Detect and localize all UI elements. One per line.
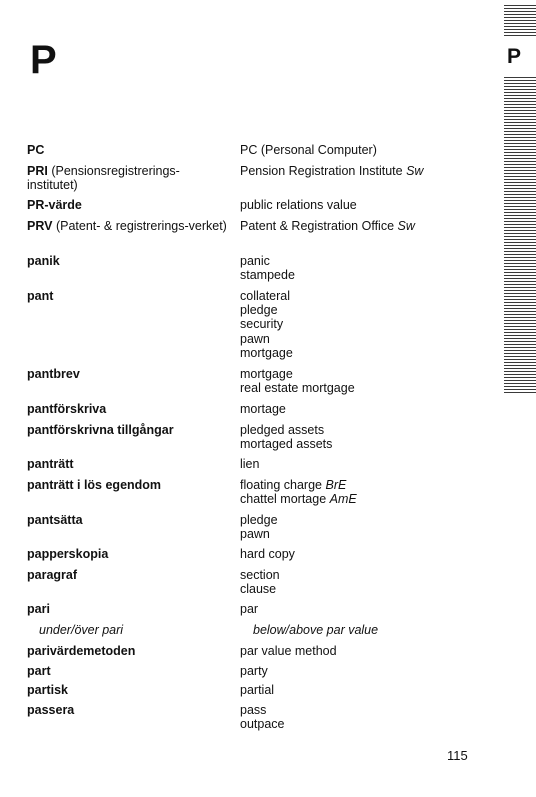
translation-line xyxy=(240,568,500,582)
swedish-term xyxy=(27,478,227,492)
translation-text: public relations value xyxy=(240,198,357,212)
translation-text: real estate mortgage xyxy=(240,381,355,396)
translation-line xyxy=(240,317,500,331)
term-headword: PR-värde xyxy=(27,198,82,212)
english-translations xyxy=(240,198,500,212)
swedish-term xyxy=(27,547,227,561)
translation-text: panic xyxy=(240,254,270,268)
translation-text: collateral xyxy=(240,289,291,303)
section-letter-heading: P xyxy=(30,38,57,82)
swedish-term xyxy=(27,457,227,471)
term-headword: pantsätta xyxy=(27,513,83,527)
term-headword: parivärdemetoden xyxy=(27,644,136,658)
term-headword: part xyxy=(27,664,51,678)
translation-line xyxy=(240,402,500,416)
swedish-term xyxy=(27,289,227,303)
translation-line xyxy=(240,303,500,317)
term-headword: panträtt xyxy=(27,457,74,471)
swedish-term xyxy=(27,402,227,416)
translation-line xyxy=(240,602,500,616)
translation-text: partial xyxy=(240,683,275,697)
translation-text: mortgage xyxy=(240,367,293,381)
english-translations xyxy=(240,602,500,616)
term-expansion: (Pensionsregistrerings-institutet) xyxy=(27,164,180,192)
translation-text: floating charge xyxy=(240,478,326,492)
term-headword: under/över pari xyxy=(39,623,124,637)
english-translations xyxy=(240,402,500,416)
english-translations xyxy=(240,644,500,658)
translation-text: pass xyxy=(240,703,267,717)
english-translations xyxy=(240,513,500,541)
translation-line xyxy=(240,703,500,717)
translation-text: outpace xyxy=(240,717,285,732)
translation-line xyxy=(240,164,500,178)
translation-text: PC (Personal Computer) xyxy=(240,143,377,157)
swedish-term xyxy=(27,143,227,157)
translation-text: section xyxy=(240,568,280,582)
english-translations xyxy=(240,367,500,395)
translation-text: chattel mortage xyxy=(240,492,330,507)
swedish-term xyxy=(27,703,227,717)
translation-line xyxy=(240,143,500,157)
swedish-term xyxy=(27,644,227,658)
english-translations xyxy=(240,457,500,471)
english-translations xyxy=(240,423,500,451)
swedish-term xyxy=(27,423,227,437)
term-headword: pari xyxy=(27,602,50,616)
swedish-term xyxy=(27,198,227,212)
translation-text: clause xyxy=(240,582,277,597)
translation-line xyxy=(240,437,500,451)
english-translations xyxy=(240,703,500,731)
term-headword: papperskopia xyxy=(27,547,109,561)
translation-text: Patent & Registration Office xyxy=(240,219,398,233)
translation-line xyxy=(240,332,500,346)
translation-line xyxy=(240,547,500,561)
translation-text: par value method xyxy=(240,644,337,658)
english-translations xyxy=(240,478,500,506)
swedish-term xyxy=(27,568,227,582)
page-number: 115 xyxy=(447,748,468,763)
translation-line xyxy=(240,268,500,282)
translation-text: pledge xyxy=(240,303,278,318)
translation-line xyxy=(240,254,500,268)
translation-line xyxy=(240,717,500,731)
english-translations xyxy=(253,623,513,637)
translation-line xyxy=(240,367,500,381)
translation-text: pledge xyxy=(240,513,278,527)
english-translations xyxy=(240,254,500,282)
english-translations xyxy=(240,568,500,596)
translation-line xyxy=(253,623,513,637)
swedish-term xyxy=(27,513,227,527)
translation-line xyxy=(240,478,500,492)
english-translations xyxy=(240,547,500,561)
translation-line xyxy=(240,381,500,395)
translation-line xyxy=(240,513,500,527)
translation-text: pledged assets xyxy=(240,423,325,437)
translation-text: security xyxy=(240,317,284,332)
usage-tag: Sw xyxy=(397,219,415,233)
english-translations xyxy=(240,289,500,360)
english-translations xyxy=(240,664,500,678)
translation-text: stampede xyxy=(240,268,295,283)
translation-line xyxy=(240,457,500,471)
english-translations xyxy=(240,164,500,178)
term-expansion: (Patent- & registrerings-verket) xyxy=(52,219,227,233)
term-headword: pantförskrivna tillgångar xyxy=(27,423,174,437)
usage-tag: Sw xyxy=(406,164,424,178)
english-translations xyxy=(240,143,500,157)
translation-text: hard copy xyxy=(240,547,295,561)
translation-line xyxy=(240,198,500,212)
term-headword: pantbrev xyxy=(27,367,80,381)
term-headword: paragraf xyxy=(27,568,78,582)
translation-line xyxy=(240,527,500,541)
translation-line xyxy=(240,664,500,678)
translation-text: party xyxy=(240,664,268,678)
translation-text: mortage xyxy=(240,402,286,416)
translation-line xyxy=(240,346,500,360)
term-headword: partisk xyxy=(27,683,68,697)
translation-text: pawn xyxy=(240,331,270,346)
translation-text: below/above par value xyxy=(253,623,379,637)
term-headword: pant xyxy=(27,289,54,303)
term-headword: passera xyxy=(27,703,75,717)
translation-line xyxy=(240,219,500,233)
swedish-term xyxy=(27,664,227,678)
swedish-term xyxy=(27,164,227,192)
term-headword: PRV xyxy=(27,219,53,233)
translation-line xyxy=(240,492,500,506)
translation-text: Pension Registration Institute xyxy=(240,164,407,178)
usage-tag: BrE xyxy=(325,478,347,492)
translation-line xyxy=(240,289,500,303)
translation-text: pawn xyxy=(240,527,270,542)
term-headword: PRI xyxy=(27,164,48,178)
swedish-term xyxy=(27,254,227,268)
translation-line xyxy=(240,683,500,697)
translation-text: mortgage xyxy=(240,345,293,360)
term-headword: panik xyxy=(27,254,60,268)
thumb-tab-letter: P xyxy=(507,45,522,68)
english-translations xyxy=(240,219,500,233)
translation-line xyxy=(240,582,500,596)
term-headword: panträtt i lös egendom xyxy=(27,478,162,492)
swedish-term xyxy=(27,219,227,233)
swedish-term xyxy=(27,683,227,697)
term-headword: pantförskriva xyxy=(27,402,107,416)
translation-line xyxy=(240,423,500,437)
translation-text: mortaged assets xyxy=(240,437,333,452)
translation-text: lien xyxy=(240,457,260,471)
translation-text: par xyxy=(240,602,259,616)
sub-term xyxy=(39,623,239,637)
term-headword: PC xyxy=(27,143,45,157)
swedish-term xyxy=(27,367,227,381)
usage-tag: AmE xyxy=(329,492,357,507)
swedish-term xyxy=(27,602,227,616)
english-translations xyxy=(240,683,500,697)
translation-line xyxy=(240,644,500,658)
